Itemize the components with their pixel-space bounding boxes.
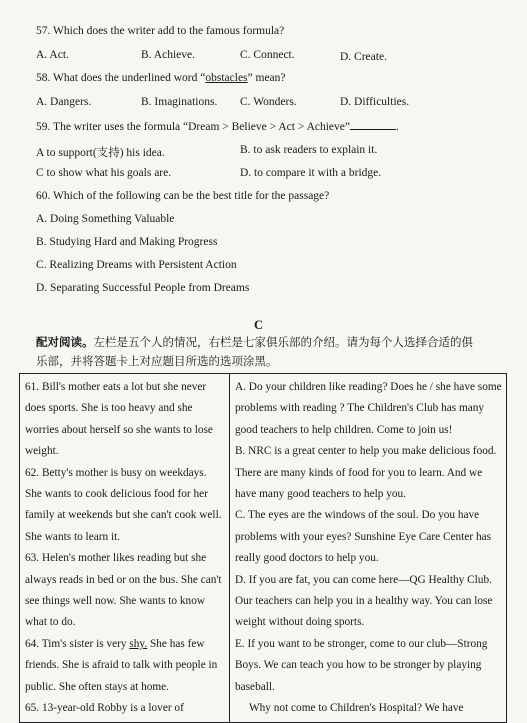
matching-table [19, 373, 507, 723]
q58-option-a: A. Dangers. [36, 96, 92, 108]
instructions-line-1 [36, 334, 473, 350]
underlined-word: obstacles [205, 72, 248, 84]
question-58-stem [36, 72, 286, 84]
instructions-line-2: 乐部，并将答题卡上对应题目所选的选项涂黑。 [36, 356, 278, 368]
club-c: C. The eyes are the windows of the soul. Do you have problems with your eyes? Sunshine Eye Care Center has really good doctors to help you. [235, 509, 492, 565]
people-column [20, 374, 230, 723]
q58-stem-after: ” mean? [247, 72, 286, 84]
underlined-word: shy. [129, 637, 148, 650]
q59-option-c: C to show what his goals are. [36, 167, 172, 179]
person-64-after: She has few friends. She is afraid to talk with people in public. She often stays at home. [25, 637, 218, 693]
person-64-before: 64. Tim's sister is very [25, 637, 130, 650]
question-57-stem: 57. Which does the writer add to the famous formula? [36, 25, 285, 37]
q57-option-b: B. Achieve. [141, 49, 195, 61]
club-a: A. Do your children like reading? Does he / she have some problems with reading ? The Children's Club has many good teachers to help children. Come to join us! [235, 381, 502, 436]
person-63: 63. Helen's mother likes reading but she always reads in bed or on the bus. She can't see things well now. She wants to know what to do. [25, 552, 222, 629]
person-64 [25, 634, 225, 698]
question-60-stem: 60. Which of the following can be the best title for the passage? [36, 190, 330, 202]
question-59-stem [36, 120, 399, 133]
person-62: 62. Betty's mother is busy on weekdays. She wants to cook delicious food for her family at weekends but she can't cook well. She wants to learn it. [25, 466, 222, 543]
instructions-text: 左栏是五个人的情况，右栏是七家俱乐部的介绍。请为每个人选择合适的俱 [93, 337, 473, 349]
club-f: Why not come to Children's Hospital? We have [249, 702, 464, 715]
q57-option-d: D. Create. [340, 51, 387, 63]
person-65: 65. 13-year-old Robby is a lover of [25, 702, 184, 715]
person-61: 61. Bill's mother eats a lot but she never does sports. She is too heavy and she worries about herself so she wants to lose weight. [25, 381, 213, 458]
q59-stem-after: . [396, 121, 399, 133]
q60-option-c: C. Realizing Dreams with Persistent Action [36, 259, 237, 271]
q59-stem-before: 59. The writer uses the formula “Dream > Believe > Act > Achieve” [36, 121, 350, 133]
q58-option-d: D. Difficulties. [340, 96, 410, 108]
instructions-heading: 配对阅读。 [36, 337, 94, 349]
q58-option-b: B. Imaginations. [141, 96, 218, 108]
section-letter: C [254, 318, 264, 332]
q58-option-c: C. Wonders. [240, 96, 297, 108]
q57-option-a: A. Act. [36, 49, 69, 61]
q60-option-b: B. Studying Hard and Making Progress [36, 236, 218, 248]
q58-stem-before: 58. What does the underlined word “ [36, 72, 206, 84]
club-d: D. If you are fat, you can come here—QG Healthy Club. Our teachers can help you in a healthy way. You can lose weight without doing sports. [235, 573, 493, 629]
club-b: B. NRC is a great center to help you make delicious food. There are many kinds of food for you to learn. And we have many good teachers to help you. [235, 445, 497, 501]
club-e: E. If you want to be stronger, come to our club—Strong Boys. We can teach you how to be stronger by playing baseball. [235, 637, 488, 693]
clubs-column [230, 374, 507, 723]
q60-option-d: D. Separating Successful People from Dreams [36, 282, 250, 294]
answer-blank [350, 120, 396, 130]
q59-option-d: D. to compare it with a bridge. [240, 167, 382, 179]
q57-option-c: C. Connect. [240, 49, 295, 61]
q60-option-a: A. Doing Something Valuable [36, 213, 175, 225]
q59-option-a: A to support(支持) his idea. [36, 147, 165, 159]
q59-option-b: B. to ask readers to explain it. [240, 144, 378, 156]
